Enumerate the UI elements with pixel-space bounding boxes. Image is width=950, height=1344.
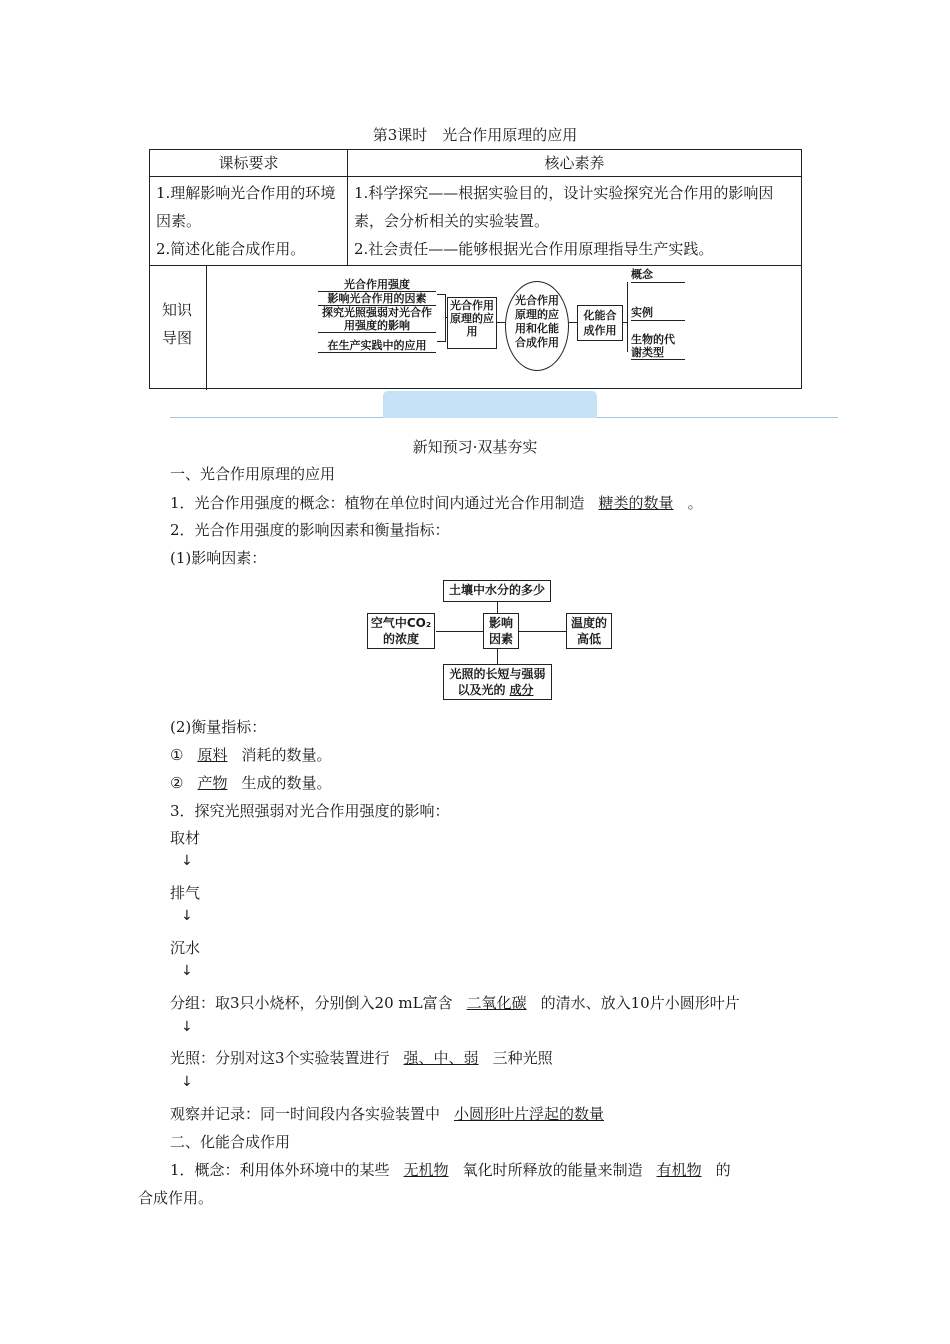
step-4: 分组：取3只小烧杯，分别倒入20 mL富含 二氧化碳 的清水、放入10片小圆形叶片 <box>170 994 740 1012</box>
factor-top: 土壤中水分的多少 <box>443 580 551 602</box>
measure-1: ① 原料 消耗的数量。 <box>170 746 332 764</box>
map-right-item-3: 生物的代谢类型 <box>631 333 685 360</box>
arrow-down-icon: ↓ <box>181 1019 193 1035</box>
arrow-down-icon: ↓ <box>181 1074 193 1090</box>
step-3: 沉水 <box>170 939 201 957</box>
answer-blank: 二氧化碳 <box>466 994 527 1012</box>
heading-1: 一、光合作用原理的应用 <box>170 465 336 483</box>
map-left-item-1: 光合作用强度 <box>318 278 436 292</box>
arrow-down-icon: ↓ <box>181 963 193 979</box>
map-left-item-4: 在生产实践中的应用 <box>318 339 436 353</box>
answer-blank: 有机物 <box>656 1161 702 1179</box>
map-left-item-2: 影响光合作用的因素 <box>318 292 436 306</box>
map-right-item-2: 实例 <box>631 304 685 321</box>
literacy-cell <box>348 177 802 266</box>
answer-blank: 无机物 <box>403 1161 449 1179</box>
factor-bottom: 光照的长短与强弱以及光的 成分 <box>443 664 552 700</box>
col-header-requirements: 课标要求 <box>150 150 348 177</box>
page-title: 第3课时 光合作用原理的应用 <box>372 126 578 144</box>
arrow-down-icon: ↓ <box>181 853 193 869</box>
answer-blank: 强、中、弱 <box>403 1049 479 1067</box>
requirements-cell <box>150 177 348 266</box>
factor-center: 影响因素 <box>483 613 519 649</box>
knowledge-map-label: 知识导图 <box>161 301 192 347</box>
step-2: 排气 <box>170 884 201 902</box>
section-tab <box>383 391 597 418</box>
answer-blank: 小圆形叶片浮起的数量 <box>454 1105 605 1123</box>
map-mid-box-2: 化能合成作用 <box>577 305 623 341</box>
requirement-1: 1.理解影响光合作用的环境因素。 <box>156 184 336 230</box>
literacy-2: 2.社会责任——能够根据光合作用原理指导生产实践。 <box>354 240 714 258</box>
requirement-2: 2.简述化能合成作用。 <box>156 240 306 258</box>
knowledge-map-label-cell <box>150 266 207 390</box>
standards-table <box>149 149 802 389</box>
answer-blank: 原料 <box>197 746 228 764</box>
map-mid-box-1: 光合作用原理的应用 <box>447 297 497 349</box>
paragraph-2: 2．光合作用强度的影响因素和衡量指标： <box>170 521 450 539</box>
answer-blank: 产物 <box>197 774 228 792</box>
paragraph-3: 3．探究光照强弱对光合作用强度的影响： <box>170 802 450 820</box>
factor-right: 温度的高低 <box>566 613 612 649</box>
literacy-1: 1.科学探究——根据实验目的，设计实验探究光合作用的影响因素，会分析相关的实验装置。 <box>354 184 774 230</box>
factor-left: 空气中CO₂的浓度 <box>367 613 435 649</box>
section-header: 新知预习·双基夯实 <box>412 438 538 456</box>
answer-blank: 糖类的数量 <box>598 494 674 512</box>
map-right-item-1: 概念 <box>631 266 685 283</box>
map-left-item-3: 探究光照强弱对光合作用强度的影响 <box>318 306 436 333</box>
measure-2: ② 产物 生成的数量。 <box>170 774 332 792</box>
heading-2: 二、化能合成作用 <box>170 1133 291 1151</box>
concept-line: 1．概念：利用体外环境中的某些 无机物 氧化时所释放的能量来制造 有机物 的 <box>170 1161 731 1179</box>
paragraph-1: 1．光合作用强度的概念：植物在单位时间内通过光合作用制造 糖类的数量 。 <box>170 494 703 512</box>
paragraph-2a: (1)影响因素： <box>170 549 267 567</box>
col-header-literacy: 核心素养 <box>348 150 802 177</box>
step-1: 取材 <box>170 829 201 847</box>
map-center-ellipse: 光合作用原理的应用和化能合成作用 <box>505 281 569 371</box>
concept-line-end: 合成作用。 <box>138 1189 214 1207</box>
paragraph-2b: (2)衡量指标： <box>170 718 267 736</box>
step-5: 光照：分别对这3个实验装置进行 强、中、弱 三种光照 <box>170 1049 553 1067</box>
arrow-down-icon: ↓ <box>181 908 193 924</box>
step-6: 观察并记录：同一时间段内各实验装置中 小圆形叶片浮起的数量 <box>170 1103 618 1124</box>
